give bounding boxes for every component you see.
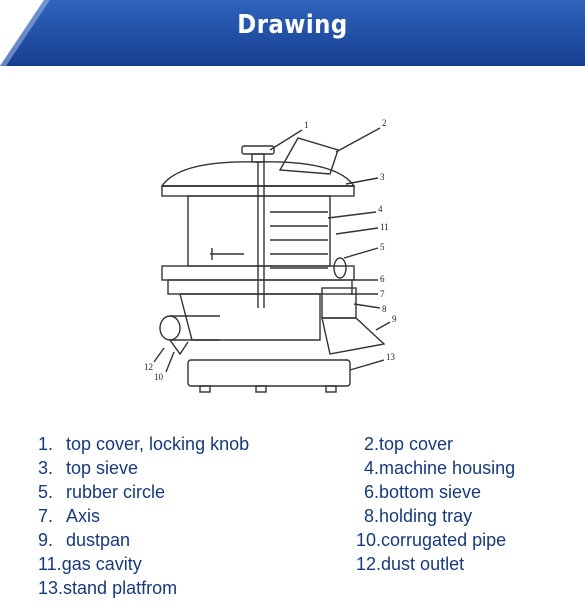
callout-12: 12 xyxy=(144,362,153,372)
legend-item: 4.machine housing xyxy=(364,458,516,478)
outlet-box xyxy=(322,288,356,318)
callout-2: 2 xyxy=(382,118,387,128)
legend-item: 2.top cover xyxy=(364,434,454,454)
callout-5: 5 xyxy=(380,242,385,252)
corrugated-pipe xyxy=(170,340,188,354)
callout-11: 11 xyxy=(380,222,389,232)
legend-item: 1. top cover, locking knob xyxy=(38,434,250,454)
feed-hopper xyxy=(280,138,338,174)
legend-item: 7. Axis xyxy=(38,506,101,526)
legend-item: 13.stand platfrom xyxy=(38,578,178,598)
legend-item: 6.bottom sieve xyxy=(364,482,482,502)
callout-3: 3 xyxy=(380,172,385,182)
legend-item: 12.dust outlet xyxy=(356,554,465,574)
legend-item: 11.gas cavity xyxy=(38,554,142,574)
bottom-ring xyxy=(168,280,352,294)
callout-10: 10 xyxy=(154,372,163,382)
callout-6: 6 xyxy=(380,274,385,284)
callout-8: 8 xyxy=(382,304,387,314)
stand-platform xyxy=(188,360,350,386)
machine-diagram xyxy=(140,108,440,408)
callout-9: 9 xyxy=(392,314,397,324)
legend-item: 3. top sieve xyxy=(38,458,139,478)
legend-item: 9. dustpan xyxy=(38,530,131,550)
motor-body xyxy=(180,294,320,340)
knob-stem xyxy=(252,154,264,162)
legend-item: 8.holding tray xyxy=(364,506,473,526)
page-title: Drawing xyxy=(237,10,348,40)
header-banner xyxy=(0,0,585,66)
callout-4: 4 xyxy=(378,204,383,214)
legend-item: 5. rubber circle xyxy=(38,482,166,502)
callout-1: 1 xyxy=(304,120,309,130)
callout-13: 13 xyxy=(386,352,395,362)
dust-outlet-pipe xyxy=(160,316,180,340)
machine-housing xyxy=(188,196,330,266)
callout-7: 7 xyxy=(380,289,385,299)
dustpan xyxy=(322,318,384,354)
legend-item: 10.corrugated pipe xyxy=(356,530,507,550)
locking-knob xyxy=(242,146,274,154)
